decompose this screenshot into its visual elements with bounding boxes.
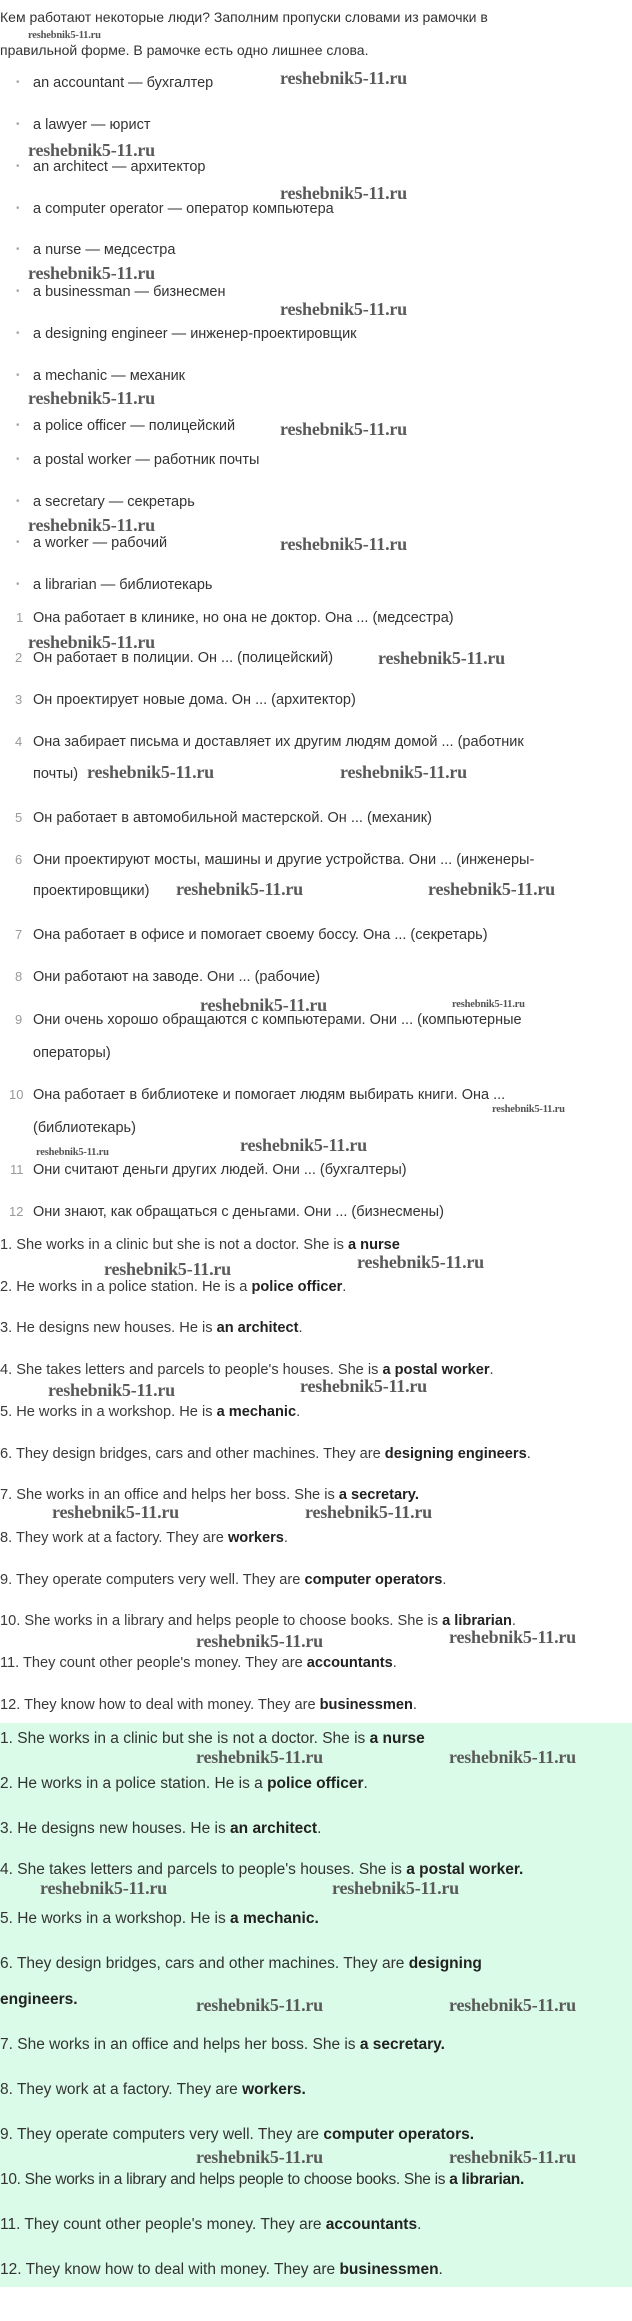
answer-10: 10. She works in a library and helps people to choose books. She is a librarian. xyxy=(0,1613,516,1629)
watermark: reshebnik5-11.ru xyxy=(176,879,303,899)
highlighted-answer-7: 7. She works in an office and helps her boss. She is a secretary. xyxy=(0,2036,445,2053)
watermark: reshebnik5-11.ru xyxy=(449,2147,576,2167)
task-number: 6 xyxy=(15,852,23,867)
vocab-item: a nurse — медсестра xyxy=(33,242,176,258)
vocab-item: a designing engineer — инженер-проектировщик xyxy=(33,326,357,342)
answer-5: 5. He works in a workshop. He is a mechanic. xyxy=(0,1404,301,1420)
highlighted-answer-11: 11. They count other people's money. They are accountants. xyxy=(0,2216,422,2233)
watermark: reshebnik5-11.ru xyxy=(28,632,155,652)
highlighted-answer-10: 10. She works in a library and helps people to choose books. She is a librarian. xyxy=(0,2171,524,2188)
vocab-item: a businessman — бизнесмен xyxy=(33,284,226,300)
highlighted-answer-6: 6. They design bridges, cars and other machines. They are designing xyxy=(0,1955,482,1972)
vocab-item: a lawyer — юрист xyxy=(33,117,151,133)
watermark: reshebnik5-11.ru xyxy=(492,1104,565,1115)
watermark: reshebnik5-11.ru xyxy=(28,30,101,41)
watermark: reshebnik5-11.ru xyxy=(449,1995,576,2015)
watermark: reshebnik5-11.ru xyxy=(28,140,155,160)
task-text: Он работает в автомобильной мастерской. Он ... (механик) xyxy=(33,810,432,826)
watermark: reshebnik5-11.ru xyxy=(300,1376,427,1396)
answer-2: 2. He works in a police station. He is a police officer. xyxy=(0,1279,347,1295)
task-text-continued: почты) xyxy=(33,766,79,782)
task-text: Он работает в полиции. Он ... (полицейский) xyxy=(33,650,334,666)
task-text: Они очень хорошо обращаются с компьютерами. Они ... (компьютерные xyxy=(33,1012,522,1028)
answer-12: 12. They know how to deal with money. They are businessmen. xyxy=(0,1697,417,1713)
task-text-continued: операторы) xyxy=(33,1045,111,1061)
task-text: Она работает в клинике, но она не доктор. Она ... (медсестра) xyxy=(33,610,454,626)
watermark: reshebnik5-11.ru xyxy=(40,1878,167,1898)
vocab-item: a librarian — библиотекарь xyxy=(33,577,213,593)
highlighted-answer-8: 8. They work at a factory. They are workers. xyxy=(0,2081,306,2098)
watermark: reshebnik5-11.ru xyxy=(196,1747,323,1767)
answer-3: 3. He designs new houses. He is an architect. xyxy=(0,1320,303,1336)
answer-4: 4. She takes letters and parcels to people's houses. She is a postal worker. xyxy=(0,1362,494,1378)
watermark: reshebnik5-11.ru xyxy=(104,1259,231,1279)
highlighted-answer-1: 1. She works in a clinic but she is not a doctor. She is a nurse xyxy=(0,1730,425,1747)
vocab-item: a mechanic — механик xyxy=(33,368,186,384)
bullet-icon: • xyxy=(16,537,20,548)
task-text: Они работают на заводе. Они ... (рабочие) xyxy=(33,969,321,985)
watermark: reshebnik5-11.ru xyxy=(196,1631,323,1651)
watermark: reshebnik5-11.ru xyxy=(48,1380,175,1400)
vocab-item: a worker — рабочий xyxy=(33,535,168,551)
task-text-continued: проектировщики) xyxy=(33,883,150,899)
vocab-item: a police officer — полицейский xyxy=(33,418,236,434)
task-number: 9 xyxy=(15,1012,23,1027)
watermark: reshebnik5-11.ru xyxy=(280,534,407,554)
watermark: reshebnik5-11.ru xyxy=(449,1747,576,1767)
watermark: reshebnik5-11.ru xyxy=(378,648,505,668)
watermark: reshebnik5-11.ru xyxy=(240,1135,367,1155)
answer-6: 6. They design bridges, cars and other machines. They are designing engineers. xyxy=(0,1446,531,1462)
highlighted-answer-6-continued: engineers. xyxy=(0,1991,78,2008)
task-number: 3 xyxy=(15,692,23,707)
answer-1: 1. She works in a clinic but she is not a doctor. She is a nurse xyxy=(0,1237,400,1253)
vocab-item: a secretary — секретарь xyxy=(33,494,195,510)
watermark: reshebnik5-11.ru xyxy=(196,2147,323,2167)
task-number: 1 xyxy=(16,610,24,625)
highlighted-answer-2: 2. He works in a police station. He is a police officer. xyxy=(0,1775,368,1792)
task-text: Они считают деньги других людей. Они ... (бухгалтеры) xyxy=(33,1162,407,1178)
bullet-icon: • xyxy=(16,286,20,297)
watermark: reshebnik5-11.ru xyxy=(280,68,407,88)
bullet-icon: • xyxy=(16,328,20,339)
watermark: reshebnik5-11.ru xyxy=(196,1995,323,2015)
highlighted-answer-12: 12. They know how to deal with money. They are businessmen. xyxy=(0,2261,443,2278)
watermark: reshebnik5-11.ru xyxy=(357,1252,484,1272)
bullet-icon: • xyxy=(16,370,20,381)
bullet-icon: • xyxy=(16,203,20,214)
intro-line-1: Кем работают некоторые люди? Заполним пропуски словами из рамочки в xyxy=(0,9,488,25)
highlighted-answer-4: 4. She takes letters and parcels to people's houses. She is a postal worker. xyxy=(0,1861,524,1878)
bullet-icon: • xyxy=(16,420,20,431)
watermark: reshebnik5-11.ru xyxy=(87,762,214,782)
watermark: reshebnik5-11.ru xyxy=(280,183,407,203)
task-number: 5 xyxy=(15,810,23,825)
task-text: Она работает в библиотеке и помогает людям выбирать книги. Она ... xyxy=(33,1087,506,1103)
bullet-icon: • xyxy=(16,161,20,172)
watermark: reshebnik5-11.ru xyxy=(428,879,555,899)
intro-line-2: правильной форме. В рамочке есть одно лишнее слова. xyxy=(0,42,369,58)
vocab-item: a computer operator — оператор компьютера xyxy=(33,201,334,217)
bullet-icon: • xyxy=(16,119,20,130)
watermark: reshebnik5-11.ru xyxy=(280,299,407,319)
answer-9: 9. They operate computers very well. They are computer operators. xyxy=(0,1572,447,1588)
task-text-continued: (библиотекарь) xyxy=(33,1120,136,1136)
answer-8: 8. They work at a factory. They are workers. xyxy=(0,1530,288,1546)
vocab-item: a postal worker — работник почты xyxy=(33,452,260,468)
watermark: reshebnik5-11.ru xyxy=(52,1502,179,1522)
task-number: 12 xyxy=(9,1204,24,1219)
watermark: reshebnik5-11.ru xyxy=(449,1627,576,1647)
watermark: reshebnik5-11.ru xyxy=(28,515,155,535)
task-number: 10 xyxy=(9,1087,24,1102)
bullet-icon: • xyxy=(16,454,20,465)
highlighted-answer-3: 3. He designs new houses. He is an architect. xyxy=(0,1820,322,1837)
watermark: reshebnik5-11.ru xyxy=(200,995,327,1015)
task-text: Он проектирует новые дома. Он ... (архитектор) xyxy=(33,692,356,708)
watermark: reshebnik5-11.ru xyxy=(452,999,525,1010)
bullet-icon: • xyxy=(16,496,20,507)
task-text: Она забирает письма и доставляет их другим людям домой ... (работник xyxy=(33,734,524,750)
bullet-icon: • xyxy=(16,244,20,255)
task-number: 11 xyxy=(10,1162,24,1177)
task-text: Они проектируют мосты, машины и другие устройства. Они ... (инженеры- xyxy=(33,852,535,868)
answer-11: 11. They count other people's money. They are accountants. xyxy=(0,1655,397,1671)
task-number: 8 xyxy=(15,969,23,984)
highlighted-answer-5: 5. He works in a workshop. He is a mechanic. xyxy=(0,1910,319,1927)
watermark: reshebnik5-11.ru xyxy=(332,1878,459,1898)
highlighted-answer-9: 9. They operate computers very well. They are computer operators. xyxy=(0,2126,475,2143)
task-number: 4 xyxy=(15,734,23,749)
bullet-icon: • xyxy=(16,579,20,590)
watermark: reshebnik5-11.ru xyxy=(28,263,155,283)
task-text: Она работает в офисе и помогает своему боссу. Она ... (секретарь) xyxy=(33,927,488,943)
bullet-icon: • xyxy=(16,77,20,88)
watermark: reshebnik5-11.ru xyxy=(28,388,155,408)
task-number: 7 xyxy=(15,927,23,942)
vocab-item: an accountant — бухгалтер xyxy=(33,75,214,91)
vocab-item: an architect — архитектор xyxy=(33,159,206,175)
task-number: 2 xyxy=(15,650,23,665)
watermark: reshebnik5-11.ru xyxy=(36,1147,109,1158)
watermark: reshebnik5-11.ru xyxy=(305,1502,432,1522)
watermark: reshebnik5-11.ru xyxy=(280,419,407,439)
watermark: reshebnik5-11.ru xyxy=(340,762,467,782)
answer-7: 7. She works in an office and helps her boss. She is a secretary. xyxy=(0,1487,419,1503)
task-text: Они знают, как обращаться с деньгами. Они ... (бизнесмены) xyxy=(33,1204,444,1220)
